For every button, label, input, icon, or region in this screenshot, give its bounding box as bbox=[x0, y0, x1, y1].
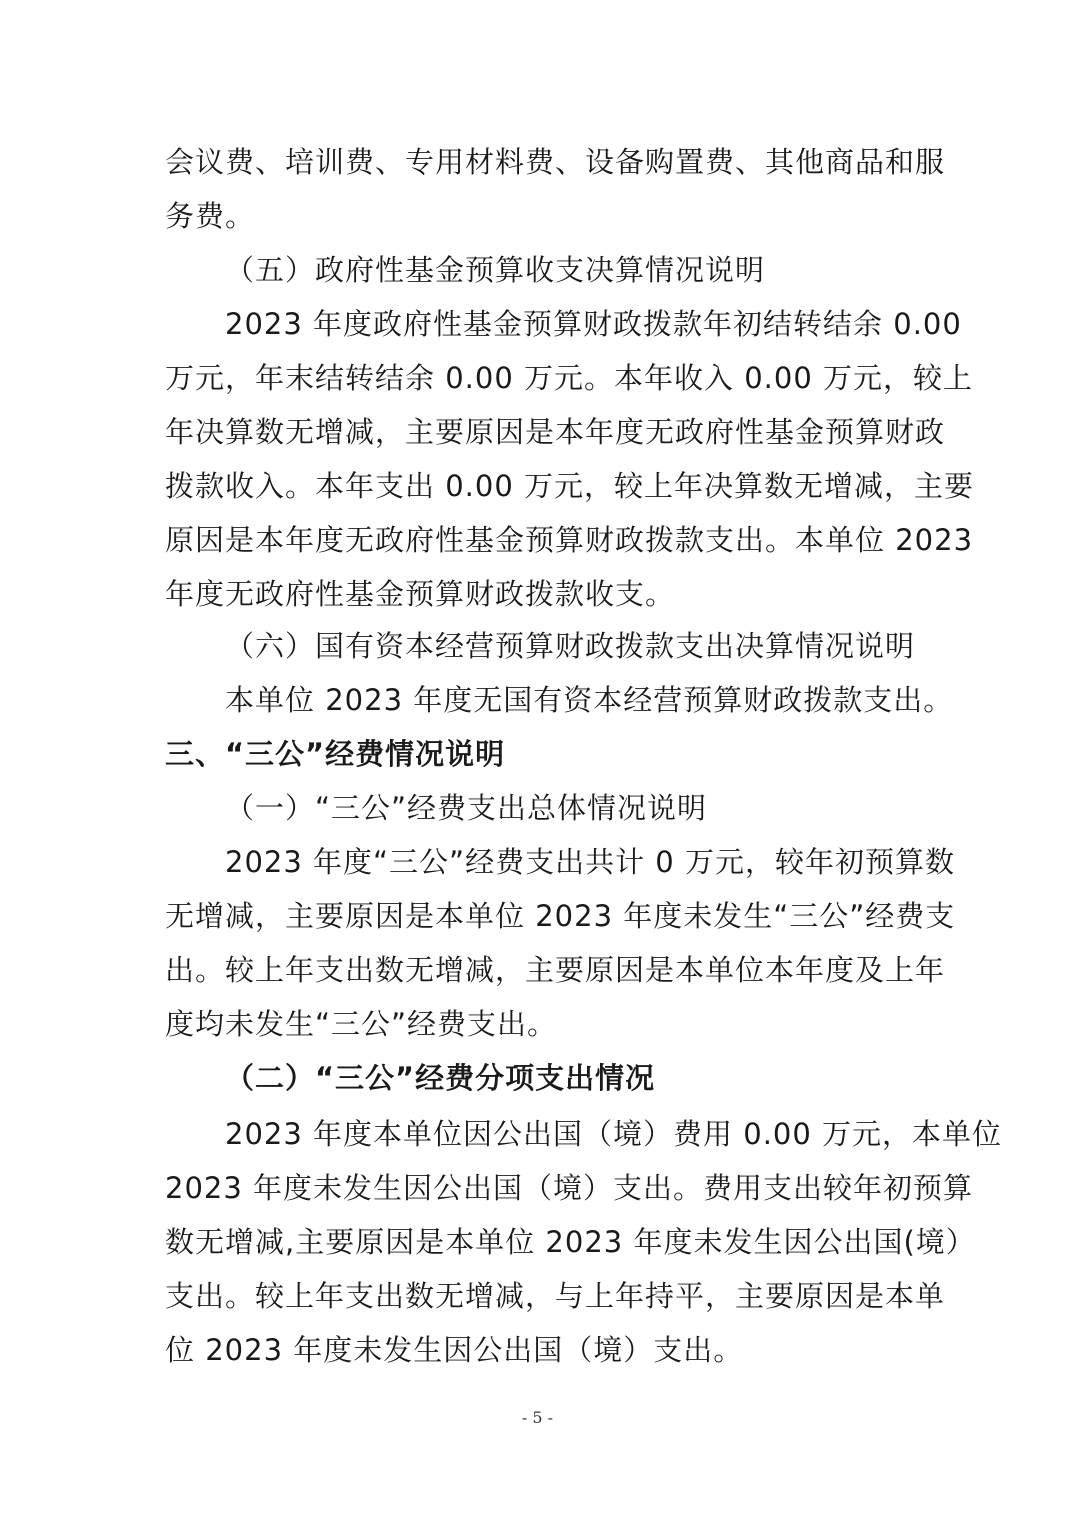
body-text-line: 年度无政府性基金预算财政拨款收支。 bbox=[165, 577, 676, 611]
body-text-line: 位 2023 年度未发生因公出国（境）支出。 bbox=[165, 1333, 744, 1367]
body-text-line: 2023 年度“三公”经费支出共计 0 万元，较年初预算数 bbox=[225, 845, 955, 879]
body-text-line: 会议费、培训费、专用材料费、设备购置费、其他商品和服 bbox=[165, 145, 946, 179]
body-text-line: 支出。较上年支出数无增减，与上年持平，主要原因是本单 bbox=[165, 1279, 946, 1313]
body-text-line: 拨款收入。本年支出 0.00 万元，较上年决算数无增减，主要 bbox=[165, 469, 975, 503]
body-text-line: 原因是本年度无政府性基金预算财政拨款支出。本单位 2023 bbox=[165, 523, 974, 557]
section-heading: （二）“三公”经费分项支出情况 bbox=[225, 1061, 656, 1095]
body-text-line: 2023 年度本单位因公出国（境）费用 0.00 万元，本单位 bbox=[225, 1117, 1003, 1151]
body-text-line: 无增减，主要原因是本单位 2023 年度未发生“三公”经费支 bbox=[165, 899, 956, 933]
body-text-line: 数无增减,主要原因是本单位 2023 年度未发生因公出国(境） bbox=[165, 1225, 976, 1259]
body-text-line: 万元，年末结转结余 0.00 万元。本年收入 0.00 万元，较上 bbox=[165, 361, 974, 395]
body-text-line: 出。较上年支出数无增减，主要原因是本单位本年度及上年 bbox=[165, 953, 946, 987]
section-heading: （五）政府性基金预算收支决算情况说明 bbox=[225, 253, 766, 287]
body-text-line: 本单位 2023 年度无国有资本经营预算财政拨款支出。 bbox=[225, 683, 954, 717]
body-text-line: 2023 年度政府性基金预算财政拨款年初结转结余 0.00 bbox=[225, 307, 962, 341]
chapter-heading: 三、“三公”经费情况说明 bbox=[165, 737, 506, 771]
body-text-line: 2023 年度未发生因公出国（境）支出。费用支出较年初预算 bbox=[165, 1171, 974, 1205]
page-number: - 5 - bbox=[521, 1408, 554, 1427]
section-heading: （六）国有资本经营预算财政拨款支出决算情况说明 bbox=[225, 629, 916, 663]
body-text-line: 年决算数无增减，主要原因是本年度无政府性基金预算财政 bbox=[165, 415, 946, 449]
section-heading: （一）“三公”经费支出总体情况说明 bbox=[225, 791, 708, 825]
body-text-line: 务费。 bbox=[165, 199, 256, 233]
body-text-line: 度均未发生“三公”经费支出。 bbox=[165, 1007, 558, 1041]
